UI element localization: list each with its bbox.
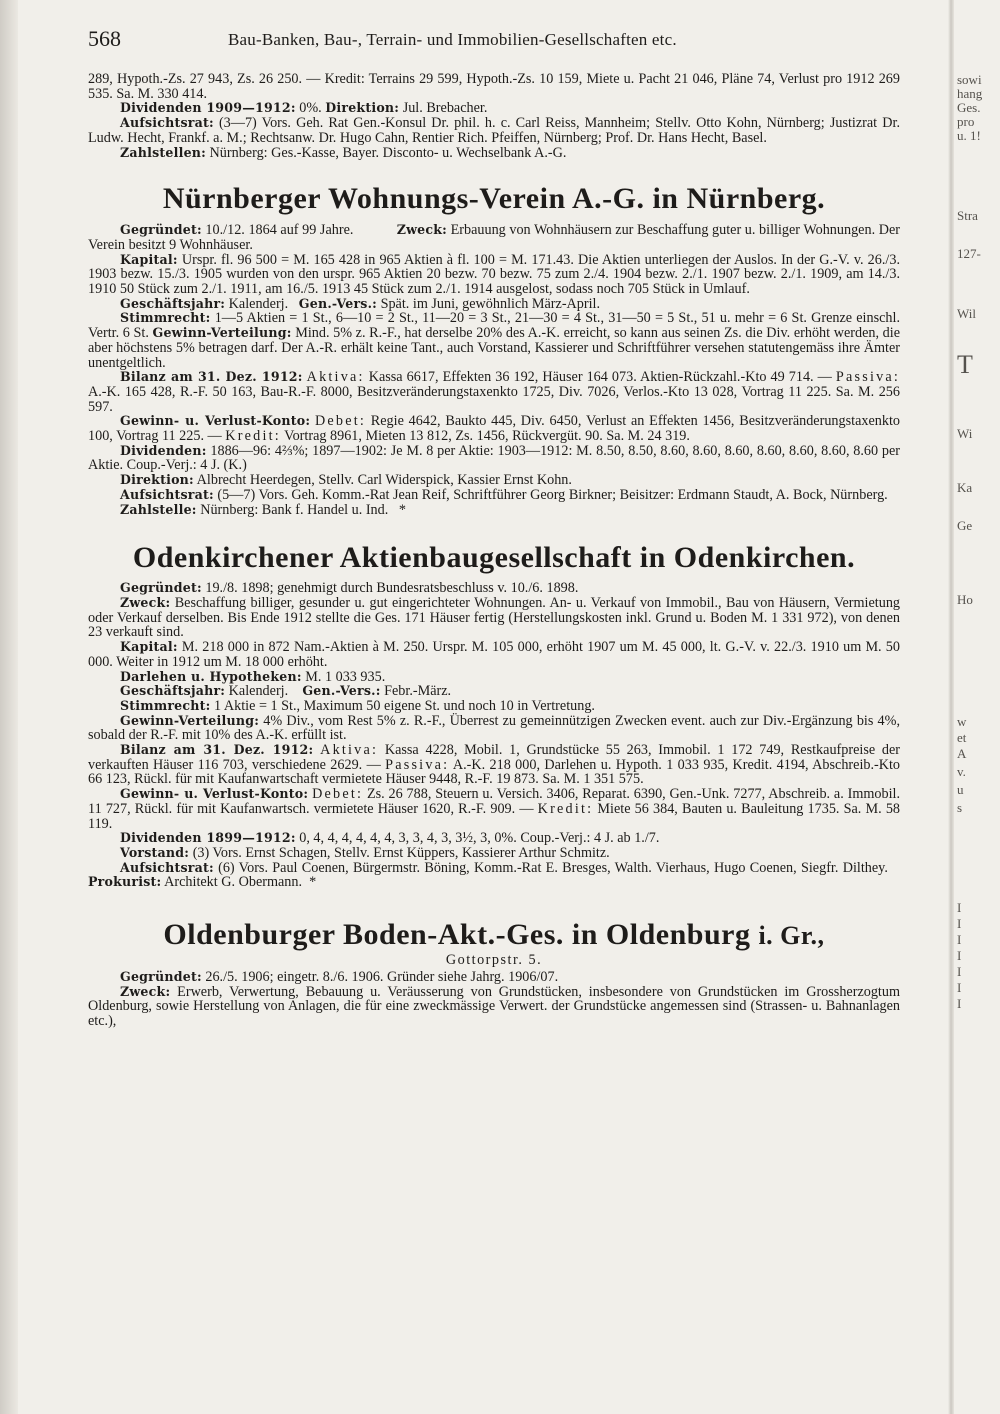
company2-bilanz — [88, 743, 900, 787]
bleed-fragment: et — [957, 730, 967, 745]
bleed-fragment: I — [957, 948, 962, 963]
company3-address: Gottorpstr. 5. — [445, 952, 543, 969]
company1-guv — [88, 414, 900, 443]
field-value: Erbauung von Wohnhäusern zur Beschaffung guter u. billiger Wohnungen. Der Verein besitzt 9 Wohnhäuser. — [88, 222, 900, 253]
main-column — [88, 72, 900, 1029]
field-label: Direktion: — [120, 472, 194, 488]
field-label: Aufsichtsrat: — [120, 486, 214, 502]
field-value: (6) Vors. Paul Coenen, Bürgermstr. Böning, Komm.-Rat E. Bresges, Walth. Vierhaus, Hugo Coenen, Siegfr. Dilthey. — [218, 859, 888, 876]
bleed-fragment: Stra — [957, 208, 978, 223]
company2-zweck — [88, 596, 900, 640]
bleed-fragment: I — [957, 900, 962, 915]
field-value: A.-K. 218 000, Darlehen u. Hypoth. 1 033 935, Kredit. 4194, Abschreib.-Kto 66 123, Rückl. für mit Kaufanwartschaft vermietete Häuser 9448, R.-F. 19 873. Sa. M. 1 351 575. — [88, 756, 901, 788]
company3-zweck — [88, 985, 900, 1029]
field-value: 19./8. 1898; genehmigt durch Bundesratsbeschluss v. 10./6. 1898. — [205, 580, 579, 597]
field-label: Gen.-Vers.: — [298, 295, 378, 311]
field-value: Zs. 26 788, Steuern u. Versich. 3406, Reparat. 6390, Gen.-Unk. 7277, Abschreib. a. Immobil. 11 727, Rückl. für mit Kaufanwartsch. vermietete Häuser 1620, R.-F. 909. — — [88, 786, 901, 817]
field-value: Erwerb, Verwertung, Bebauung u. Veräusserung von Grundstücken, insbesondere von Grundstücken im Grossherzogtum Oldenburg, sowie Herstellung von Anlagen, die für eine zweckmässige Verwert. der Grundstücke angemessen sind (Strassen- u. Bahnanlagen etc.), — [88, 983, 900, 1030]
field-label: Dividenden: — [120, 442, 207, 458]
field-sublabel: Aktiva: — [306, 369, 365, 386]
field-label: Vorstand: — [120, 844, 190, 860]
bleed-fragment: T — [957, 350, 973, 379]
adjacent-page-bleed — [954, 60, 1000, 1410]
field-label: Zweck: — [396, 222, 447, 238]
field-value: Urspr. fl. 96 500 = M. 165 428 in 965 Aktien à fl. 100 = M. 171.43. Die Aktien unterliegen der Auslos. In der G.-V. v. 26./3. 1903 bezw. 15./3. 1905 wurden von den urspr. 965 Aktien 20 bezw. 70 bezw. 75 zum 2./4. 1904 bezw. 2./1. 1907 bezw. 2./1. 1909, am 14./3. 1910 50 Stück zum 2./1. 1911, am 16./5. 1913 45 Stück zum 2./1. 1914 ausgelost, sodass noch 705 Stück in Umlauf. — [88, 251, 900, 298]
field-value: Kassa 4228, Mobil. 1, Grundstücke 55 263, Immobil. 1 172 749, Restkaufpreise der verkauften Häuser 116 703, verschiedene 2629. — — [88, 742, 900, 773]
field-value: Architekt G. Obermann. — [164, 874, 303, 891]
field-value: Mind. 5% z. R.-F., hat derselbe 20% des A.-K. erreicht, so kann aus seinen Zs. die Div. erhöht werden, die aber höchstens 5% betragen darf. Der A.-R. erhält keine Tant., auch Vorstand, Kassierer und Schriftführer versehen statutengemäss ihre Ämter unentgeltlich. — [88, 325, 900, 371]
continuation-dividenden — [88, 101, 900, 116]
field-sublabel: Debet: — [314, 413, 366, 430]
bleed-fragment: I — [957, 980, 962, 995]
field-label: Kapital: — [120, 251, 178, 267]
field-label: Zweck: — [120, 983, 171, 999]
company-title-oldenburger — [88, 918, 900, 953]
field-label: Gegründet: — [120, 969, 202, 985]
bleed-fragment: Ges. — [957, 100, 981, 115]
company-title-odenkirchener: Odenkirchener Aktienbaugesellschaft in Odenkirchen. — [132, 541, 856, 575]
bleed-fragment: s — [957, 800, 963, 815]
field-value: (3—7) Vors. Geh. Rat Gen.-Konsul Dr. phil. h. c. Carl Reiss, Mannheim; Stellv. Otto Kohn, Nürnberg; Justizrat Dr. Ludw. Hecht, Frankf. a. M.; Rechtsanw. Dr. Hugo Cahn, Rentier Rich. Pfeiffen, Nürnberg; Prof. Dr. Hans Hecht, Basel. — [88, 115, 900, 146]
field-label: Darlehen u. Hypotheken: — [120, 668, 302, 684]
field-label: Aufsichtsrat: — [120, 115, 214, 131]
field-value: 1886—96: 4⅔%; 1897—1902: Je M. 8 per Aktie: 1903—1912: M. 8.50, 8.50, 8.60, 8.60, 8.60, 8.60, 8.60, 8.60, 8.60 per Aktie. Coup.-Verj.: 4 J. (K.) — [88, 442, 901, 474]
field-value: Kalenderj. — [228, 683, 289, 700]
bleed-fragment: I — [957, 996, 962, 1011]
page-header — [88, 26, 908, 50]
field-label: Zweck: — [120, 594, 171, 610]
field-value: Regie 4642, Baukto 445, Div. 6450, Verlust an Effekten 1456, Besitzveränderungstaxenkto 100, Vortrag 11 225. — — [88, 413, 900, 445]
field-label: Gewinn-Verteilung: — [120, 712, 260, 728]
field-label: Geschäftsjahr: — [120, 683, 226, 699]
company3-gegruendet — [88, 970, 900, 985]
bleed-fragment: A — [957, 746, 967, 761]
field-label: Direktion: — [325, 100, 400, 116]
company2-kapital — [88, 640, 900, 669]
field-value: M. 1 033 935. — [305, 668, 386, 685]
company1-bilanz — [88, 370, 900, 414]
field-value: Febr.-März. — [384, 683, 452, 700]
bleed-fragment: Ge — [957, 518, 973, 533]
company1-direktion — [88, 473, 900, 488]
bleed-fragment: w — [957, 714, 967, 729]
field-label: Gewinn-Verteilung: — [152, 325, 292, 341]
field-label: Stimmrecht: — [120, 697, 211, 713]
field-value: Albrecht Heerdegen, Stellv. Carl Widerspick, Kassier Ernst Kohn. — [196, 472, 572, 489]
bleed-fragment: Ka — [957, 480, 973, 495]
field-sublabel: Aktiva: — [320, 742, 379, 759]
company2-gewinnverteilung — [88, 714, 900, 743]
continuation-text: 289, Hypoth.-Zs. 27 943, Zs. 26 250. — Kredit: Terrains 29 599, Hypoth.-Zs. 10 159, Miete u. Pacht 21 046, Pläne 74, Verlust pro 1912 269 535. Sa. M. 330 414. — [88, 71, 900, 102]
field-sublabel: Passiva: — [385, 756, 450, 773]
company1-stimmrecht — [88, 311, 900, 370]
company-title-suffix: i. Gr., — [758, 921, 825, 951]
field-label: Kapital: — [120, 639, 178, 655]
field-value: (3) Vors. Ernst Schagen, Stellv. Ernst Küppers, Kassierer Arthur Schmitz. — [192, 844, 610, 861]
field-label: Prokurist: — [88, 874, 162, 890]
continuation-aufsichtsrat — [88, 116, 900, 145]
field-label: Bilanz am 31. Dez. 1912: — [120, 742, 314, 758]
field-sublabel: Kredit: — [537, 800, 594, 817]
bleed-fragment: Wil — [957, 306, 976, 321]
field-value: (5—7) Vors. Geh. Komm.-Rat Jean Reif, Schriftführer Georg Birkner; Beisitzer: Erdmann Staudt, A. Bock, Nürnberg. — [217, 486, 888, 503]
field-label: Gen.-Vers.: — [302, 683, 381, 699]
bleed-fragment: Ho — [957, 592, 973, 607]
bleed-fragment: u — [957, 782, 964, 797]
field-sublabel: Debet: — [312, 786, 364, 803]
field-value: Kalenderj. — [228, 295, 289, 312]
bleed-fragment: pro — [957, 114, 975, 129]
field-value: Nürnberg: Bank f. Handel u. Ind. — [200, 501, 389, 518]
company1-dividenden — [88, 444, 900, 473]
binding-gutter — [0, 0, 18, 1414]
field-value: 26./5. 1906; eingetr. 8./6. 1906. Gründer siehe Jahrg. 1906/07. — [205, 969, 559, 986]
company2-geschaeftsjahr — [88, 684, 900, 699]
bleed-fragment: I — [957, 916, 962, 931]
field-sublabel: Kredit: — [225, 428, 281, 445]
field-label: Gewinn- u. Verlust-Konto: — [120, 786, 309, 802]
field-value: Miete 56 384, Bauten u. Bauleitung 1735. Sa. M. 58 119. — [88, 800, 901, 832]
field-label: Dividenden 1899—1912: — [120, 830, 296, 846]
company1-zahlstelle — [88, 503, 900, 518]
company2-stimmrecht — [88, 699, 900, 714]
company1-kapital — [88, 253, 900, 297]
field-value: 1—5 Aktien = 1 St., 6—10 = 2 St., 11—20 = 3 St., 21—30 = 4 St., 31—50 = 5 St., 51 u. mehr = 6 St. Grenze einschl. Vertr. 6 St. — [88, 310, 900, 342]
field-label: Gegründet: — [120, 580, 202, 596]
field-label: Gewinn- u. Verlust-Konto: — [120, 413, 311, 429]
field-value: 0, 4, 4, 4, 4, 4, 4, 3, 3, 4, 3, 3½, 3, 0%. Coup.-Verj.: 4 J. ab 1./7. — [299, 830, 660, 847]
field-label: Aufsichtsrat: — [120, 859, 214, 875]
field-label: Stimmrecht: — [120, 310, 211, 326]
field-value: Nürnberg: Ges.-Kasse, Bayer. Disconto- u. Wechselbank A.-G. — [209, 144, 567, 161]
company2-vorstand — [88, 846, 900, 861]
bleed-fragment: Wi — [957, 426, 973, 441]
company1-geschaeftsjahr — [88, 297, 900, 312]
field-value: M. 218 000 in 872 Nam.-Aktien à M. 250. Urspr. M. 105 000, erhöht 1907 um M. 45 000, lt. G.-V. v. 22./3. 1910 um M. 50 000. Weiter in 1912 um M. 18 000 erhöht. — [88, 639, 900, 670]
continuation-zahlstellen — [88, 146, 900, 161]
company-title-main: Oldenburger Boden-Akt.-Ges. in Oldenburg — [163, 918, 751, 952]
end-mark: * — [398, 501, 407, 518]
field-label: Bilanz am 31. Dez. 1912: — [120, 369, 303, 385]
field-value: 0%. — [299, 100, 322, 117]
page-number: 568 — [88, 26, 121, 51]
field-sublabel: Passiva: — [835, 369, 901, 386]
running-head: Bau-Banken, Bau-, Terrain- und Immobilien-Gesellschaften etc. — [228, 30, 677, 49]
bleed-fragment: 127- — [957, 246, 981, 261]
bleed-fragment: hang — [957, 86, 983, 101]
field-value: Kassa 6617, Effekten 36 192, Häuser 164 073. Aktien-Rückzahl.-Kto 49 714. — — [368, 369, 832, 386]
field-value: 4% Div., vom Rest 5% z. R.-F., Überrest zu gemeinnützigen Zwecken event. auch zur Div.-Ergänzung bis 4%, sobald der R.-F. mit 10% des A.-K. erfüllt ist. — [88, 712, 901, 744]
field-value: Vortrag 8961, Mieten 13 812, Zs. 1456, Rückvergüt. 90. Sa. M. 24 319. — [284, 428, 690, 445]
field-label: Zahlstellen: — [120, 144, 206, 160]
company2-darlehen — [88, 670, 900, 685]
field-value: A.-K. 165 428, R.-F. 50 163, Bau-R.-F. 8000, Besitzveränderungstaxenkto 1725, Div. 7026, Verlos.-Kto 13 028, Vortrag 11 225. Sa. M. 256 597. — [88, 383, 900, 415]
field-label: Dividenden 1909—1912: — [120, 100, 296, 116]
company2-aufsichtsrat — [88, 861, 900, 890]
field-label: Zahlstelle: — [120, 501, 197, 517]
field-label: Gegründet: — [120, 222, 202, 238]
bleed-fragment: I — [957, 932, 962, 947]
field-value: Jul. Brebacher. — [402, 100, 488, 117]
field-value: 10./12. 1864 auf 99 Jahre. — [205, 222, 354, 239]
bleed-fragment: I — [957, 964, 962, 979]
field-value: Spät. im Juni, gewöhnlich März-April. — [380, 295, 601, 312]
company2-dividenden — [88, 831, 900, 846]
bleed-fragment: v. — [957, 764, 966, 779]
field-value: Beschaffung billiger, gesunder u. gut eingerichteter Wohnungen. An- u. Verkauf von Immobil., Bau von Häusern, Vermietung oder Verkauf derselben. Bis Ende 1912 stellte die Ges. 171 Häuser fertig (Herstellungskosten inkl. Grund u. Boden M. 1 331 972), von denen 23 verkauft sind. — [88, 594, 901, 641]
company2-guv — [88, 787, 900, 831]
bleed-fragment: u. 1! — [957, 128, 981, 143]
end-mark: * — [309, 874, 317, 891]
company1-gegruendet-zweck — [88, 223, 900, 252]
company1-aufsichtsrat — [88, 488, 900, 503]
field-value: 1 Aktie = 1 St., Maximum 50 eigene St. und noch 10 in Vertretung. — [214, 697, 595, 714]
bleed-fragment: sowi — [957, 72, 982, 87]
field-label: Geschäftsjahr: — [120, 295, 226, 311]
company2-gegruendet — [88, 581, 900, 596]
company-title-nuernberger: Nürnberger Wohnungs-Verein A.-G. in Nürnberg. — [162, 182, 826, 216]
